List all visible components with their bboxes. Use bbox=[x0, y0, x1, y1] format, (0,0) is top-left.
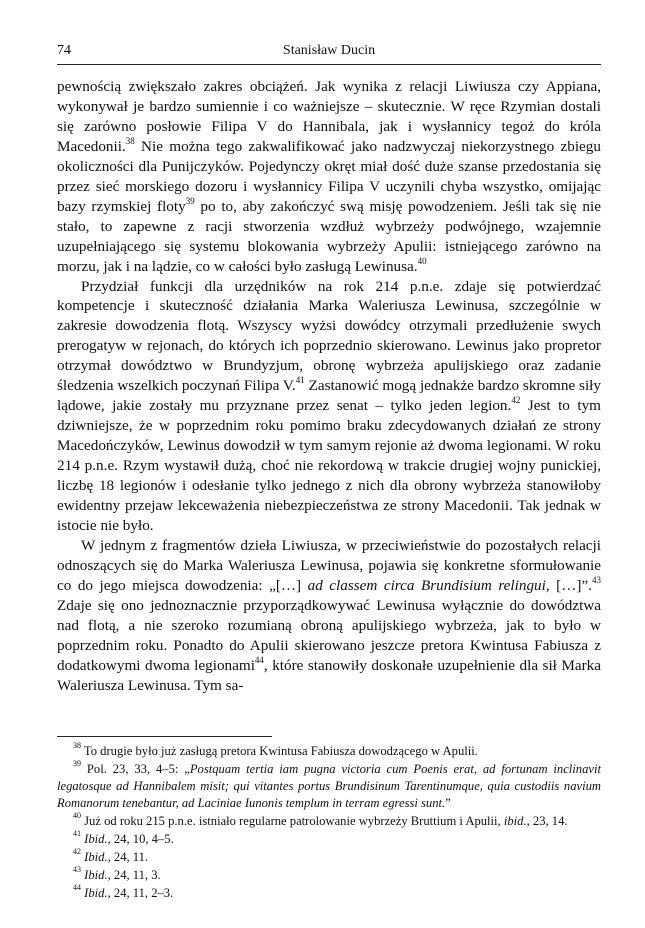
main-text bbox=[57, 77, 601, 696]
footnote-ref-40[interactable]: 40 bbox=[417, 255, 427, 266]
footnote-separator bbox=[57, 736, 272, 737]
footnote-43: $^{43}$ Ibid., 24, 11, 3. bbox=[73, 865, 161, 882]
footnote-ref-38[interactable]: 38 bbox=[125, 135, 135, 146]
footnote-44: $^{44}$ Ibid., 24, 11, 2–3. bbox=[73, 883, 174, 900]
footnote-38: $^{38}$ To drugie było już zasługą pretora Kwintusa Fabiusza dowodzącego w Apulii. bbox=[73, 741, 478, 758]
footnote-ref-44[interactable]: 44 bbox=[254, 654, 264, 665]
footnote-41: $^{41}$ Ibid., 24, 10, 4–5. bbox=[73, 829, 174, 846]
latin-quote: ad classem circa Brundisium relingui, bbox=[307, 576, 550, 594]
page bbox=[57, 40, 601, 903]
paragraph-3: W jednym z fragmentów dzieła Liwiusza, w przeciwieństwie do pozostałych relacji odnoszących się do Marka Waleriusza Lewinusa, pojawia się konkretne sformułowanie co do jego miejsca dowodzenia: „[…] ad classem circa Brundisium relingui, […]”.$^{43}$ Zdaje się ono jednoznacznie przyporządkowywać Lewinusa wyłącznie do dowództwa nad flotą, a nie szeroko rozumianą obroną apulijskiego wybrzeża, jak to było w poprzednim roku. Ponadto do Apulii skierowano jeszcze pretora Kwintusa Fabiusza z dodatkowymi dwoma legionami$^{44}$, które stanowiły doskonałe uzupełnienie dla sił Marka Waleriusza Lewinusa. Tym sa- bbox=[57, 536, 602, 694]
footnote-ref-42[interactable]: 42 bbox=[511, 395, 521, 406]
paragraph-2: Przydział funkcji dla urzędników na rok 214 p.n.e. zdaje się potwierdzać kompetencje i skuteczność działania Marka Waleriusza Lewinusa, szczególnie w zakresie dowodzenia flotą. Wszyscy wyżsi dowódcy otrzymali przedłużenie swych prerogatyw w rejonach, do których ich poprzednio skierowano. Lewinus jako propretor otrzymał dowództwo w Brundyzjum, obronę wybrzeża apulijskiego oraz zadanie śledzenia wszelkich poczynań Filipa V.$^{41}$ Zastanowić mogą jednakże bardzo skromne siły lądowe, jakie zostały mu przyznane przez senat – tylko jeden legion.$^{42}$ Jest to tym dziwniejsze, że w poprzednim roku pomimo braku zdecydowanych działań ze strony Macedończyków, Lewinus dowodził w tym samym rejonie aż dwoma legionami. W roku 214 p.n.e. Rzym wystawił dużą, choć nie rekordową w trakcie drugiej wojny punickiej, liczbę 18 legionów i odesłanie tylko jednego z nich dla obrony wybrzeża stanowiłoby ewidentny przejaw lekceważenia niebezpieczeństwa ze strony Macedonii. Tak jednak w istocie nie było. bbox=[57, 277, 601, 534]
page-number: 74 bbox=[57, 43, 71, 58]
running-head-author: Stanisław Ducin bbox=[282, 43, 376, 58]
footnote-40: $^{40}$ Już od roku 215 p.n.e. istniało regularne patrolowanie wybrzeży Bruttium i Apulii, ibid., 23, 14. bbox=[73, 811, 568, 828]
running-head bbox=[57, 40, 601, 65]
footnote-ref-39[interactable]: 39 bbox=[185, 195, 195, 206]
paragraph-1: pewnością zwiększało zakres obciążeń. Jak wynika z relacji Liwiusza czy Appiana, wykonywał je bardzo sumiennie i co ważniejsze – skutecznie. W ręce Rzymian dostali się zarówno posłowie Filipa V do Hannibala, jak i wysłannicy tegoż do króla Macedonii.$^{38}$ Nie można tego zakwalifikować jako nadzwyczaj niekorzystnego zbiegu okoliczności dla Punijczyków. Pojedynczy okręt miał dość duże szanse przedostania się przez sieć morskiego dozoru i wysłannicy Filipa V uczynili chyba wszystko, omijając bazy rzymskiej floty$^{39}$ po to, aby zakończyć swą misję powodzeniem. Jeśli tak się nie stało, to zapewne z racji stworzenia wzdłuż wybrzeży podwójnego, wzajemnie uzupełniającego się systemu blokowania wybrzeży Apulii: istniejącego zarówno na morzu, jak i na lądzie, co w całości było zasługą Lewinusa.$^{40}$ bbox=[57, 78, 601, 275]
footnote-ref-43[interactable]: 43 bbox=[592, 574, 601, 585]
footnote-39: $^{39}$ Pol. 23, 33, 4–5: „Postquam tertia iam pugna victoria cum Poenis erat, ad fortunam inclinavit legatosque ad Hannibalem misit; qui vitantes portus Brundisinum Tarentinumque, quia custodiis navium Romanorum tenebantur, ad Laciniae Iunonis templum in terram egressi sunt.” bbox=[57, 759, 601, 810]
footnotes bbox=[57, 743, 601, 902]
footnote-ref-41[interactable]: 41 bbox=[295, 375, 305, 386]
footnote-42: $^{42}$ Ibid., 24, 11. bbox=[73, 847, 149, 864]
